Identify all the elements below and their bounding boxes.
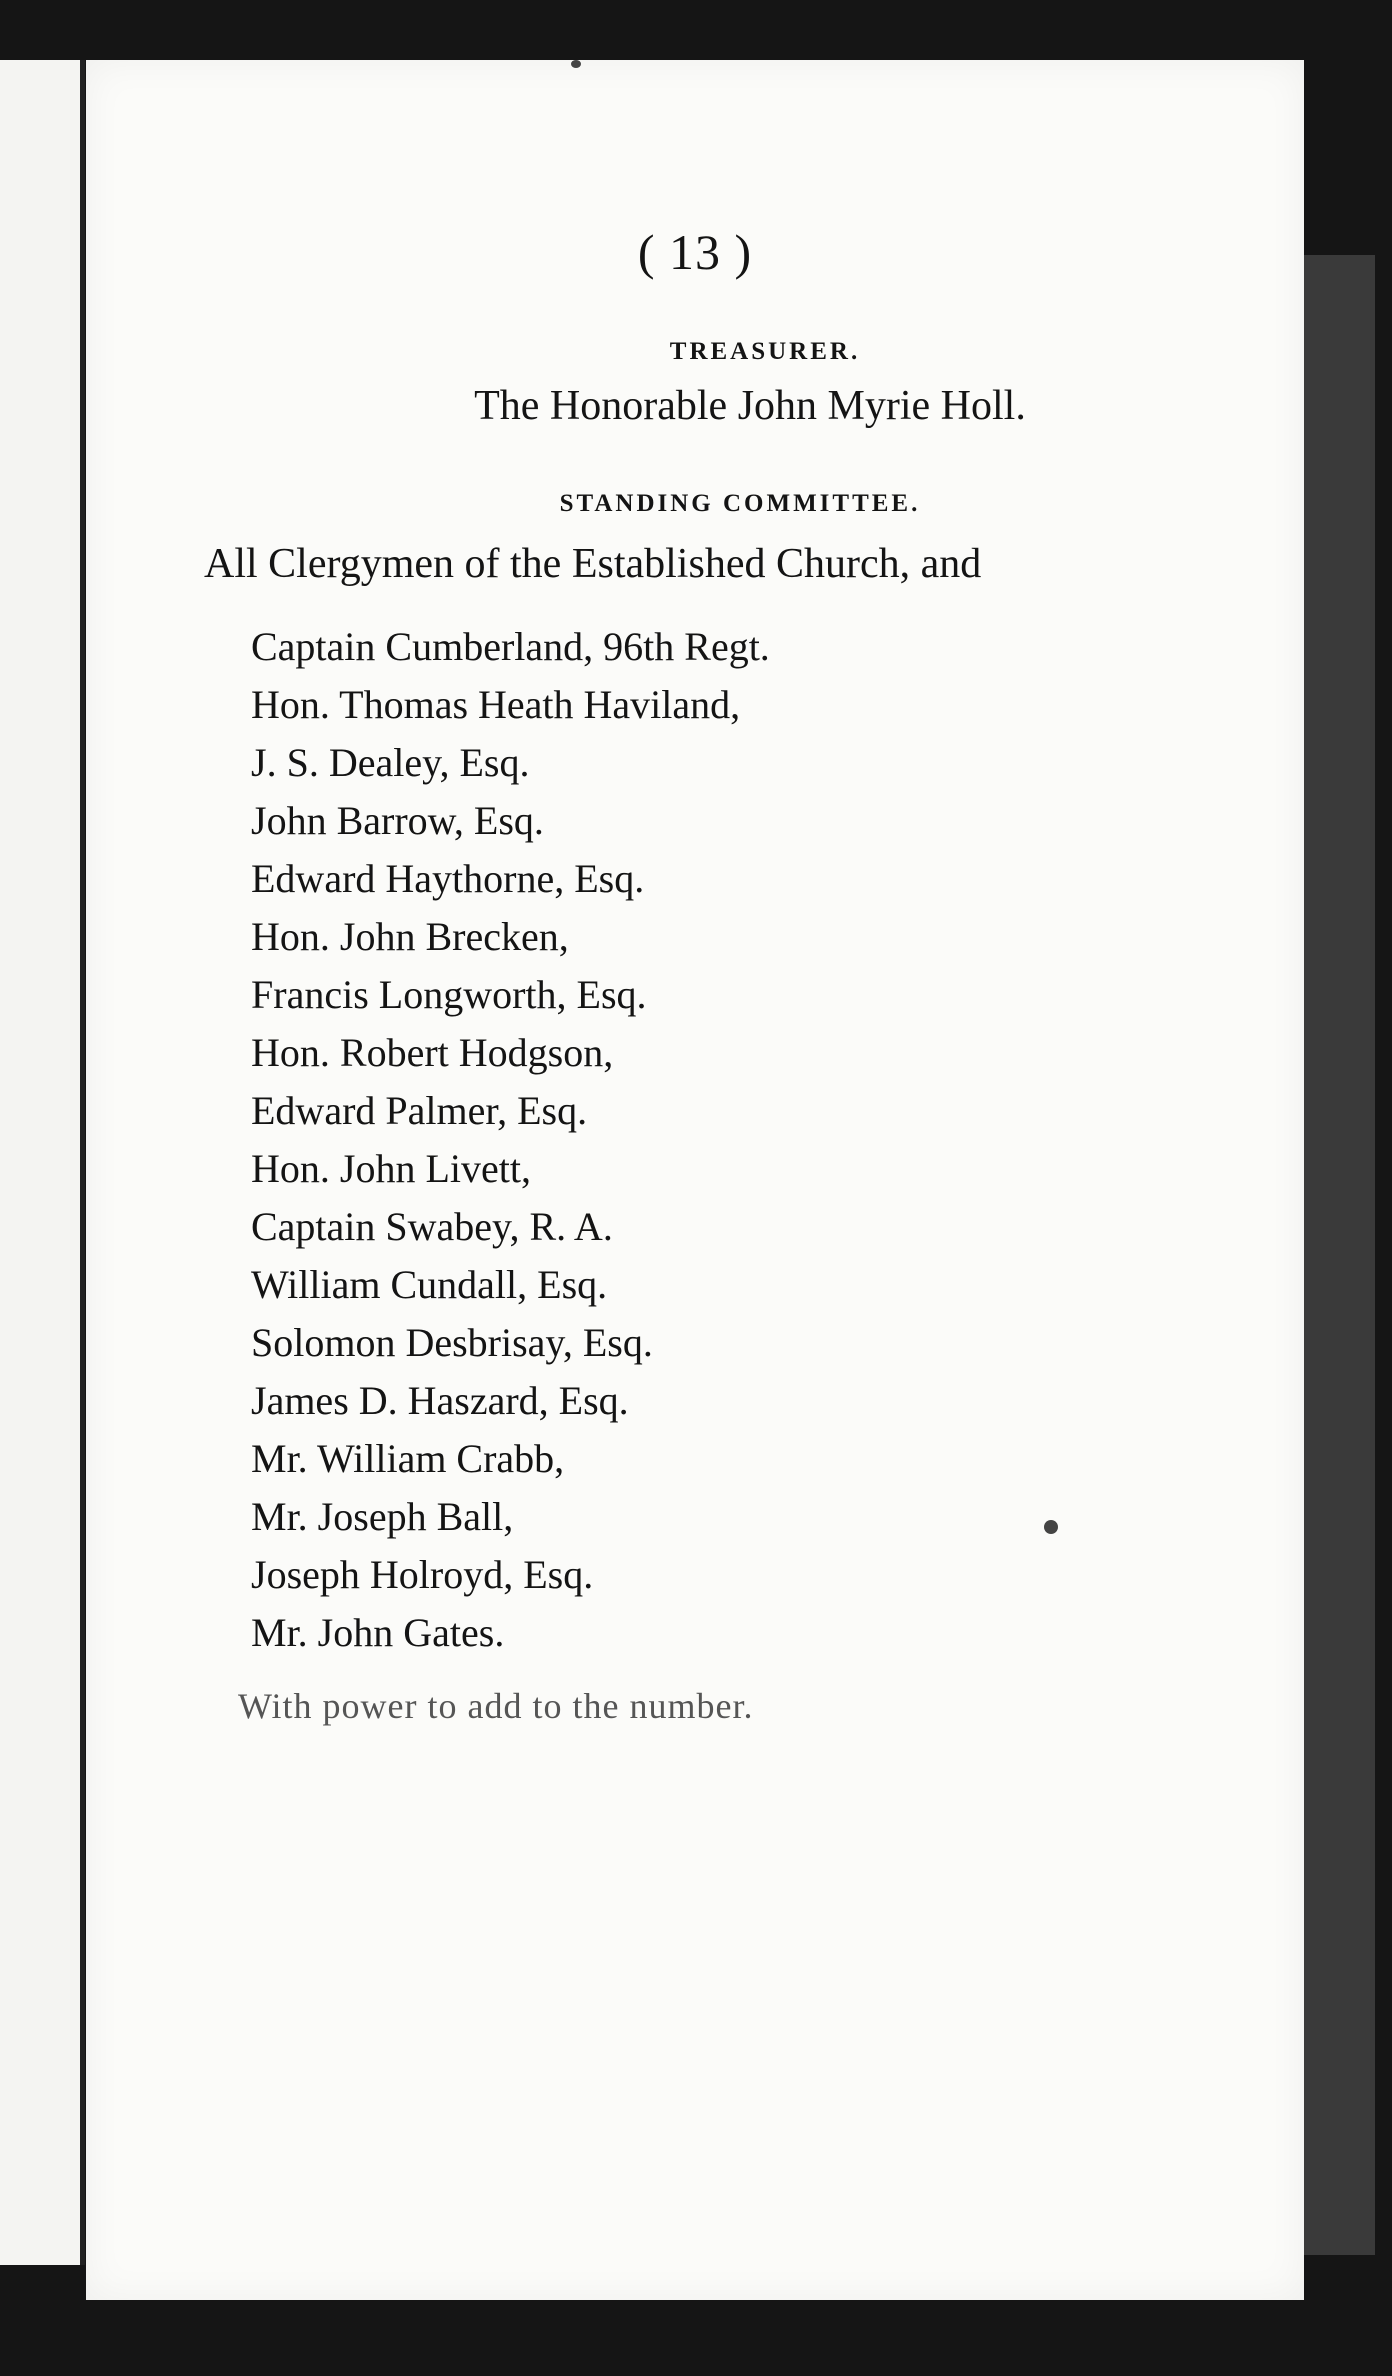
closing-line: With power to add to the number.: [238, 1686, 754, 1726]
list-item: Hon. Robert Hodgson,: [251, 1030, 614, 1075]
document-page: [86, 60, 1304, 2300]
list-item: Hon. Thomas Heath Haviland,: [251, 682, 741, 727]
standing-committee-heading: STANDING COMMITTEE.: [559, 490, 921, 517]
list-item: Hon. John Brecken,: [251, 914, 569, 959]
ink-speck: [1044, 1520, 1058, 1534]
list-item: Hon. John Livett,: [251, 1146, 531, 1191]
list-item: Mr. Joseph Ball,: [251, 1494, 514, 1539]
committee-intro-line: All Clergymen of the Established Church, and: [204, 541, 982, 587]
list-item: J. S. Dealey, Esq.: [251, 740, 530, 785]
page-number: ( 13 ): [637, 224, 753, 280]
treasurer-name: The Honorable John Myrie Holl.: [474, 383, 1026, 429]
list-item: Solomon Desbrisay, Esq.: [251, 1320, 653, 1365]
list-item: John Barrow, Esq.: [251, 798, 544, 843]
page-edge-shadow: [1295, 255, 1375, 2255]
list-item: William Cundall, Esq.: [251, 1262, 608, 1307]
list-item: Edward Palmer, Esq.: [251, 1088, 588, 1133]
facing-page-edge: [0, 60, 85, 2265]
ink-speck: [571, 60, 581, 68]
treasurer-heading: TREASURER.: [669, 338, 861, 365]
list-item: Captain Cumberland, 96th Regt.: [251, 624, 770, 669]
list-item: Joseph Holroyd, Esq.: [251, 1552, 594, 1597]
list-item: Mr. John Gates.: [251, 1610, 505, 1655]
committee-member-list: [251, 618, 770, 1662]
list-item: Francis Longworth, Esq.: [251, 972, 647, 1017]
list-item: Mr. William Crabb,: [251, 1436, 565, 1481]
list-item: Captain Swabey, R. A.: [251, 1204, 613, 1249]
list-item: Edward Haythorne, Esq.: [251, 856, 645, 901]
list-item: James D. Haszard, Esq.: [251, 1378, 629, 1423]
